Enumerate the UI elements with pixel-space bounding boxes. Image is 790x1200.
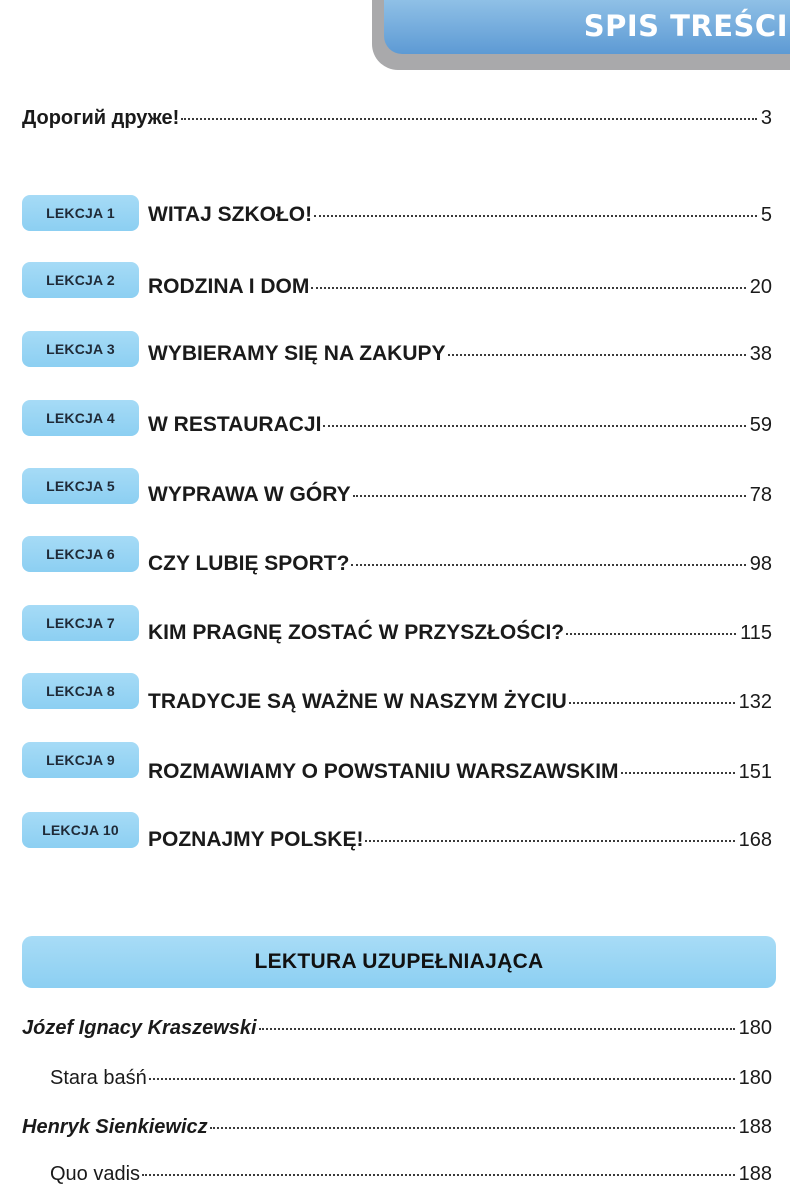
lesson-page: 78 <box>749 484 772 506</box>
lesson-page: 20 <box>749 276 772 298</box>
lesson-badge: LEKCJA 2 <box>22 262 139 298</box>
toc-entry-lesson[interactable] <box>148 690 772 714</box>
work-page: 180 <box>738 1067 772 1089</box>
dot-leader <box>365 840 734 842</box>
toc-entry-lesson[interactable] <box>148 413 772 437</box>
dot-leader <box>566 633 736 635</box>
dot-leader <box>569 702 735 704</box>
lesson-badge: LEKCJA 7 <box>22 605 139 641</box>
dot-leader <box>210 1127 735 1129</box>
dot-leader <box>142 1174 735 1176</box>
work-page: 188 <box>738 1163 772 1185</box>
dot-leader <box>149 1078 735 1080</box>
lesson-badge: LEKCJA 9 <box>22 742 139 778</box>
lesson-title: WYPRAWA W GÓRY <box>148 483 351 506</box>
dot-leader <box>311 287 745 289</box>
toc-entry-lesson[interactable] <box>148 203 772 227</box>
author-page: 188 <box>738 1116 772 1138</box>
lesson-page: 168 <box>738 829 772 851</box>
author-name: Henryk Sienkiewicz <box>22 1116 208 1138</box>
dot-leader <box>353 495 746 497</box>
toc-entry-author[interactable] <box>22 1016 772 1040</box>
toc-entry-work[interactable] <box>50 1066 772 1090</box>
lesson-title: WYBIERAMY SIĘ NA ZAKUPY <box>148 342 446 365</box>
toc-entry-label: Дорогий друже! <box>22 107 180 129</box>
lesson-title: CZY LUBIĘ SPORT? <box>148 552 350 575</box>
lesson-badge: LEKCJA 1 <box>22 195 139 231</box>
lesson-page: 115 <box>740 622 772 644</box>
toc-entry-lesson[interactable] <box>148 483 772 507</box>
lesson-title: KIM PRAGNĘ ZOSTAĆ W PRZYSZŁOŚCI? <box>148 621 565 644</box>
dot-leader <box>259 1028 735 1030</box>
lesson-page: 98 <box>749 553 772 575</box>
toc-entry-author[interactable] <box>22 1115 772 1139</box>
lesson-title: TRADYCJE SĄ WAŻNE W NASZYM ŻYCIU <box>148 690 567 713</box>
lesson-badge: LEKCJA 4 <box>22 400 139 436</box>
lesson-title: WITAJ SZKOŁO! <box>148 203 313 226</box>
dot-leader <box>351 564 745 566</box>
author-name: Józef Ignacy Kraszewski <box>22 1017 257 1039</box>
header-tab <box>384 0 790 54</box>
work-title: Stara baśń <box>50 1067 147 1089</box>
lesson-page: 38 <box>749 343 772 365</box>
author-page: 180 <box>738 1017 772 1039</box>
work-title: Quo vadis <box>50 1163 141 1185</box>
lesson-badge: LEKCJA 8 <box>22 673 139 709</box>
dot-leader <box>323 425 745 427</box>
toc-entry-page: 3 <box>760 107 772 129</box>
dot-leader <box>314 215 757 217</box>
lesson-title: POZNAJMY POLSKĘ! <box>148 828 364 851</box>
dot-leader <box>621 772 735 774</box>
lesson-page: 5 <box>760 204 772 226</box>
lesson-badge: LEKCJA 3 <box>22 331 139 367</box>
toc-entry-lesson[interactable] <box>148 621 772 645</box>
toc-entry-lesson[interactable] <box>148 552 772 576</box>
toc-entry-work[interactable] <box>50 1162 772 1186</box>
toc-entry-intro[interactable] <box>22 106 772 130</box>
dot-leader <box>448 354 746 356</box>
section-header-band <box>22 936 776 988</box>
lesson-badge: LEKCJA 6 <box>22 536 139 572</box>
page-title: SPIS TREŚCI <box>583 9 788 43</box>
lesson-title: W RESTAURACJI <box>148 413 322 436</box>
lesson-badge: LEKCJA 5 <box>22 468 139 504</box>
lesson-title: ROZMAWIAMY O POWSTANIU WARSZAWSKIM <box>148 760 619 783</box>
section-title: LEKTURA UZUPEŁNIAJĄCA <box>254 950 544 973</box>
lesson-page: 132 <box>738 691 772 713</box>
lesson-title: RODZINA I DOM <box>148 275 310 298</box>
toc-entry-lesson[interactable] <box>148 342 772 366</box>
toc-entry-lesson[interactable] <box>148 760 772 784</box>
lesson-page: 151 <box>738 761 772 783</box>
lesson-badge: LEKCJA 10 <box>22 812 139 848</box>
toc-entry-lesson[interactable] <box>148 275 772 299</box>
toc-entry-lesson[interactable] <box>148 828 772 852</box>
dot-leader <box>181 118 757 120</box>
lesson-page: 59 <box>749 414 772 436</box>
